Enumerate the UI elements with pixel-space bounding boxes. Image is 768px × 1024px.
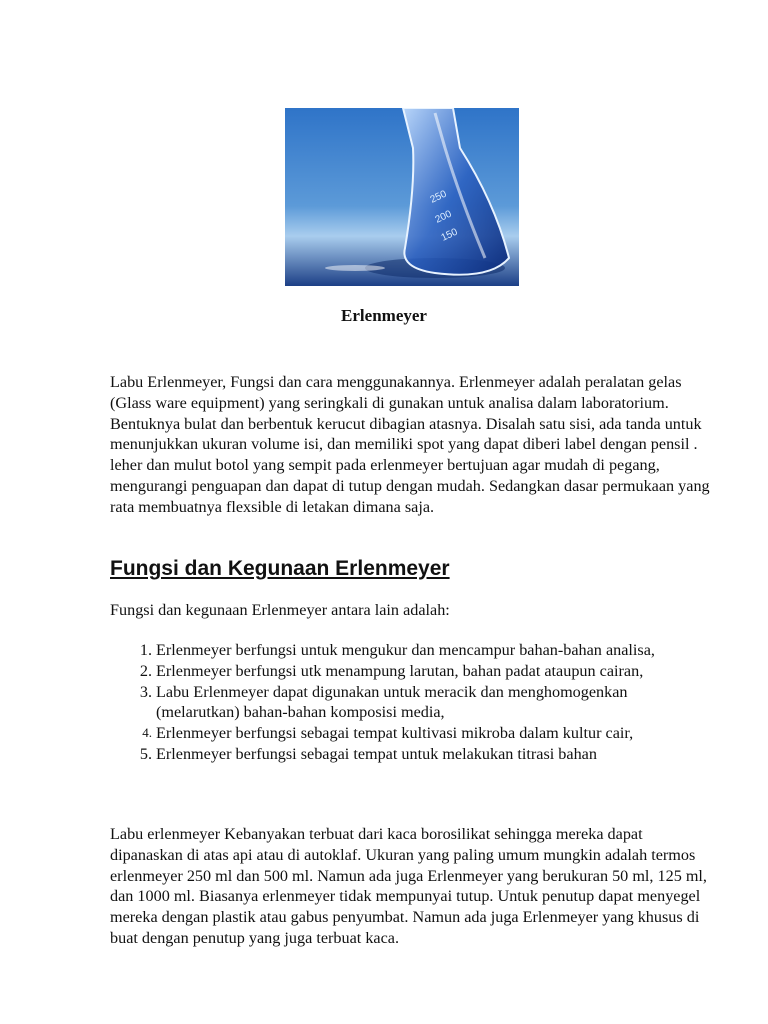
flask-marking: 200 [433,208,454,226]
list-item [110,661,710,682]
flask-marking: 250 [428,188,449,206]
list-number: 4. [142,725,152,741]
list-item-text: Labu Erlenmeyer dapat digunakan untuk meracik dan menghomogenkan (melarutkan) bahan-bahan komposisi media, [156,682,628,722]
intro-paragraph: Labu Erlenmeyer, Fungsi dan cara menggunakannya. Erlenmeyer adalah peralatan gelas (Glass ware equipment) yang seringkali di gunakan untuk analisa dalam laboratorium. Bentuknya bulat dan berbentuk kerucut dibagian atasnya. Disalah satu sisi, ada tanda untuk menunjukkan ukuran volume isi, dan memiliki spot yang dapat diberi label dengan pensil . leher dan mulut botol yang sempit pada erlenmeyer bertujuan agar mudah di pegang, mengurangi penguapan dan dapat di tutup dengan mudah. Sedangkan dasar permukaan yang rata membuatnya flexsible di letakan dimana saja. [110,373,710,516]
closing-paragraph: Labu erlenmeyer Kebanyakan terbuat dari kaca borosilikat sehingga mereka dapat dipanaskan di atas api atau di autoklaf. Ukuran yang paling umum mungkin adalah termos erlenmeyer 250 ml dan 500 ml. Namun ada juga Erlenmeyer yang berukuran 50 ml, 125 ml, dan 1000 ml. Biasanya erlenmeyer tidak mempunyai tutup. Untuk penutup dapat menyegel mereka dengan plastik atau gabus penyumbat. Namun ada juga Erlenmeyer yang khusus di buat dengan penutup yang juga terbuat kaca. [110,825,707,947]
list-number: 2. [139,661,152,680]
list-item-text: Erlenmeyer berfungsi untuk mengukur dan mencampur bahan-bahan analisa, [156,641,655,659]
list-item-text: Erlenmeyer berfungsi utk menampung larutan, bahan padat ataupun cairan, [156,661,644,680]
figure-caption: Erlenmeyer [341,306,427,325]
list-item-text: Erlenmeyer berfungsi sebagai tempat untuk melakukan titrasi bahan [156,744,597,763]
list-number: 1. [139,641,152,659]
list-item [110,723,710,744]
list-item-text: Erlenmeyer berfungsi sebagai tempat kultivasi mikroba dalam kultur cair, [156,724,634,743]
list-item [110,640,710,661]
list-item [110,682,710,724]
erlenmeyer-photo [285,108,519,286]
list-number: 3. [139,682,152,701]
section-heading: Fungsi dan Kegunaan Erlenmeyer [110,557,450,580]
section-intro: Fungsi dan kegunaan Erlenmeyer antara lain adalah: [110,601,450,619]
list-number: 5. [139,744,152,763]
flask-marking: 150 [439,226,460,244]
list-item [110,744,710,765]
function-list [110,640,710,765]
